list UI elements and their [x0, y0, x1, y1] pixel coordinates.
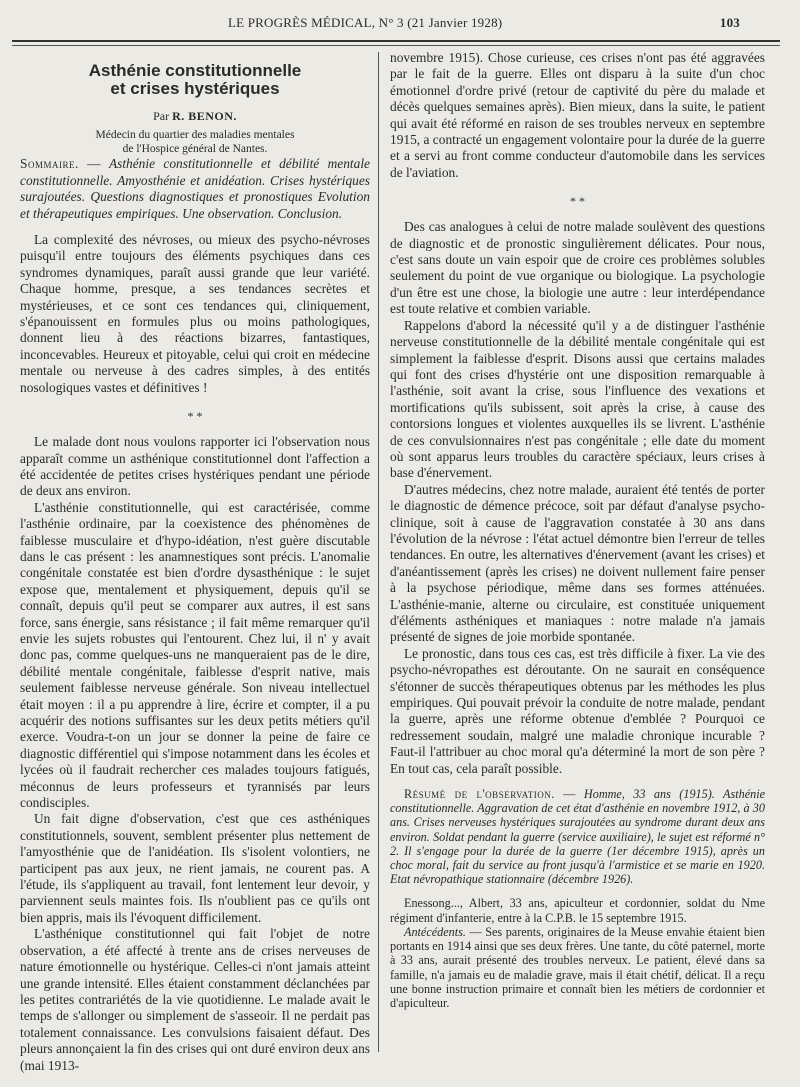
section-separator: * *	[187, 409, 203, 424]
affiliation-line-1: Médecin du quartier des maladies mentales	[95, 129, 295, 142]
header-rule	[12, 40, 780, 42]
paragraph: La complexité des névroses, ou mieux des psycho-névroses puisqu'il entre toujours des éléments psychiques dans ces syndromes dynamiques, paraît aussi grande que leur variété. Chaque homme, presque, a ses tendances secrètes et mystérieuses, et ce sont ces tendances qui, cliniquement, s'épanouissent en formules plus ou moins pathologiques, donnent lieu à des réactions bizarres, fantastiques, inconcevables. Heureux et pitoyable, celui qui croit en médecine mentale ou nerveuse à des cadres simples, à des entités nosologiques vastes et définitives !	[20, 232, 370, 395]
right-column	[390, 50, 765, 1010]
antecedents-text: Ses parents, originaires de la Meuse envahie étaient bien portants en 1914 ainsi que ses deux frères. Une tante, du côté paternel, morte à 33 ans, aurait présenté des troubles nerveux. Le patient, élevé dans sa famille, n'a jamais eu de maladie grave, mais il était chétif, délicat. Il a reçu une bonne instruction primaire et connaît bien les métiers de cordonnier et d'apiculteur.	[390, 924, 765, 1010]
header-rule-thin	[12, 45, 780, 46]
antecedents-paragraph: Antécédents. — Ses parents, originaires de la Meuse envahie étaient bien portants en 1914 ainsi que ses deux frères. Une tante, du côté paternel, morte à 33 ans, aurait présenté des troubles nerveux. Le patient, élevé dans sa famille, n'a jamais eu de maladie grave, mais il était chétif, délicat. Il a reçu une bonne instruction primaire et connaît bien les métiers de cordonnier et d'apiculteur.	[390, 924, 765, 1010]
article-title	[20, 62, 370, 98]
summary-paragraph: Résumé de l'observation. — Homme, 33 ans (1915). Asthénie constitutionnelle. Aggravation de cet état d'asthénie en novembre 1912, à 30 ans. Crises nerveuses hystériques surajoutées au syndrome durant deux ans environ. Soldat pendant la guerre (service auxiliaire), le sujet est réformé n° 2. Il s'engage pour la durée de la guerre (1er décembre 1915), après un choc moral, fait du service au front jusqu'à l'armistice et se marie en 1920. Etat névropathique stationnaire (décembre 1926).	[390, 787, 766, 887]
column-divider	[378, 52, 379, 1052]
title-line-1: Asthénie constitutionnelle	[88, 61, 302, 80]
patient-paragraph: Enessong..., Albert, 33 ans, apiculteur et cordonnier, soldat du Nme régiment d'infanterie, entre à la C.P.B. le 15 septembre 1915.	[390, 896, 765, 925]
left-column	[20, 50, 370, 1074]
paragraph: Rappelons d'abord la nécessité qu'il y a de distinguer l'asthénie nerveuse constitutionnelle de la débilité mentale congénitale qui est simplement la faiblesse d'esprit. Disons aussi que certains malades qui font des crises d'hystérie ont une disposition remarquable à l'asthénie, soit avant la crise, sous l'influence des vexations et mortifications qu'ils subissent, soit après la crise, à cause des contorsions longues et violentes auxquelles ils se livrent. L'asthénie de ces convulsionnaires n'est pas congénitale ; elle date du moment où sont apparus leurs troubles du caractère spéciaux, leurs crises à base d'énervement.	[390, 317, 765, 481]
paragraph: Le pronostic, dans tous ces cas, est très difficile à fixer. La vie des psycho-névropathes est déroutante. On ne saurait en conséquence s'étonner de succès thérapeutiques obtenus par les méthodes les plus empiriques. Qui pouvait prévoir la conduite de notre malade, pendant la guerre, après une réforme obtenue d'emblée ? Pourquoi ce redressement soudain, malgré une maladie chronique incurable ? Faut-il l'attribuer au choc moral qu'a déterminé la mort de son père ? En tout cas, cela paraît possible.	[390, 645, 765, 776]
running-head	[0, 15, 800, 33]
summary-text: Homme, 33 ans (1915). Asthénie constitutionnelle. Aggravation de cet état d'asthénie en novembre 1912, à 30 ans. Crises nerveuses hystériques surajoutées au syndrome durant deux ans environ. Soldat pendant la guerre (service auxiliaire), le sujet est réformé n° 2. Il s'engage pour la durée de la guerre (1er décembre 1915), après un choc moral, fait du service au front jusqu'à l'armistice et se marie en 1920. Etat névropathique stationnaire (décembre 1926).	[390, 787, 766, 887]
paragraph: Des cas analogues à celui de notre malade soulèvent des questions de diagnostic et de pronostic singulièrement délicates. Pour nous, c'est sans doute un vain espoir que de croire ces problèmes solubles seulement du point de vue organique ou biologique. La psychologie d'un être est une chose, la biologie une autre : leur interdépendance est toute relative et combien variable.	[390, 219, 765, 317]
observation-summary	[390, 787, 765, 1010]
byline-prefix: Par	[153, 109, 170, 123]
summary-label: Résumé de l'observation.	[404, 787, 555, 802]
paragraph: Un fait digne d'observation, c'est que ces asthéniques constitutionnels, souvent, semblent présenter plus nettement de l'amyosthénie que de l'anidéation. Ils s'isolent volontiers, ne participent pas aux jeux, ne rient jamais, ne courent pas. A l'étude, ils s'appliquent au travail, font lentement leur devoir, y parviennent seuls maintes fois. Ils n'oublient pas ce qu'ils ont bien appris, mais ils l'évoquent difficilement.	[20, 811, 370, 925]
title-line-2: et crises hystériques	[110, 79, 280, 98]
paragraph: D'autres médecins, chez notre malade, auraient été tentés de porter le diagnostic de démence précoce, soit par défaut d'analyse psycho-clinique, soit à cause de l'aggravation constatée à 30 ans dans l'évolution de la névrose : l'état actuel démontre bien l'erreur de telles tendances. En outre, les alternatives d'énervement (avant les crises) et d'anéantissement (après les crises) ne doivent nullement faire penser à la psychose périodique, même dans ses formes atténuées. L'asthénie-manie, alterne ou circulaire, est constituée uniquement d'éléments asthéniques et maniaques : notre malade n'a jamais présenté de signes de joie morbide spontanée.	[390, 481, 765, 645]
paragraph: L'asthénique constitutionnel qui fait l'objet de notre observation, a été affecté à trente ans de crises nerveuses de nature émotionnelle ou hystérique. Celles-ci n'ont jamais atteint une grande intensité. Elles étaient constamment déclanchées par les petites contrariétés de la vie quotidienne. Le malade avait le temps de s'allonger ou simplement de s'asseoir. Il ne perdait pas totalement connaissance. Les convulsions faisaient défaut. Des pleurs annonçaient la fin des crises qui ont duré environ deux ans (mai 1913-	[20, 926, 370, 1073]
affiliation	[20, 128, 370, 156]
sommaire-label: Sommaire.	[20, 156, 79, 172]
antecedents-label: Antécédents.	[404, 924, 466, 939]
sommaire: Sommaire. — Asthénie constitutionnelle et débilité mentale constitutionnelle. Amyosthénie et anidéation. Crises hystériques surajoutées. Questions diagnostiques et pronostiques Evolution et thérapeutiques empiriques. Une observation. Conclusion.	[20, 156, 370, 221]
sommaire-text: Asthénie constitutionnelle et débilité mentale constitutionnelle. Amyosthénie et anidéation. Crises hystériques surajoutées. Questions diagnostiques et pronostiques Evolution et thérapeutiques empiriques. Une observation. Conclusion.	[20, 156, 370, 221]
paragraph: novembre 1915). Chose curieuse, ces crises n'ont pas été aggravées par le fait de la guerre. Elles ont disparu à la suite d'un choc émotionnel d'ordre privé (retour de captivité du père du malade et décès quelques semaines après). Bien mieux, dans la suite, le patient qui avait été réformé en raison de ses troubles nerveux en septembre 1915, a contracté un engagement volontaire pour la durée de la guerre et a servi au front comme conducteur d'automobile dans les services de l'aviation.	[390, 50, 765, 180]
paragraph: L'asthénie constitutionnelle, qui est caractérisée, comme l'asthénie ordinaire, par la coexistence des phénomènes de faiblesse musculaire et d'hypo-idéation, n'est guère discutable dans le cas présent : les anamnestiques sont précis. L'anomalie congénitale constatée est bien d'ordre dysasthénique : le sujet expose que, mentalement et physiquement, depuis qu'il se connaît, depuis qu'il peut se comparer aux autres, il est sans force, sans énergie, sans résistance ; il fait même remarquer qu'il envie les sujets robustes qui l'entourent. Chez lui, il n' y avait donc pas, comme quelques-uns ne manqueraient pas de le dire, débilité mentale congénitale, faiblesse d'esprit native, mais seulement faiblesse nerveuse générale. Son niveau intellectuel était moyen : il a pu apprendre à lire, écrire et compter, il a pu acquérir des notions suffisantes sur les deux petits métiers qu'il exerce. Voudra-t-on un jour se donner la peine de faire ce diagnostic différentiel qui s'impose notamment dans les écoles et lycées où il faudrait rechercher ces malades toujours fatigués, méconnus de leurs professeurs et tyrannisés par leurs condisciples.	[20, 499, 370, 811]
journal-header: LE PROGRÈS MÉDICAL, N° 3 (21 Janvier 1928)	[228, 15, 503, 30]
affiliation-line-2: de l'Hospice général de Nantes.	[122, 143, 268, 156]
paragraph: Le malade dont nous voulons rapporter ici l'observation nous apparaît comme un asthénique constitutionnel dont l'affection a été accidentée de petites crises hystériques pendant une période de deux ans environ.	[20, 434, 370, 499]
page-number: 103	[719, 15, 740, 30]
section-separator: * *	[570, 194, 585, 209]
byline	[20, 108, 370, 124]
author-name: R. BENON.	[172, 109, 237, 123]
